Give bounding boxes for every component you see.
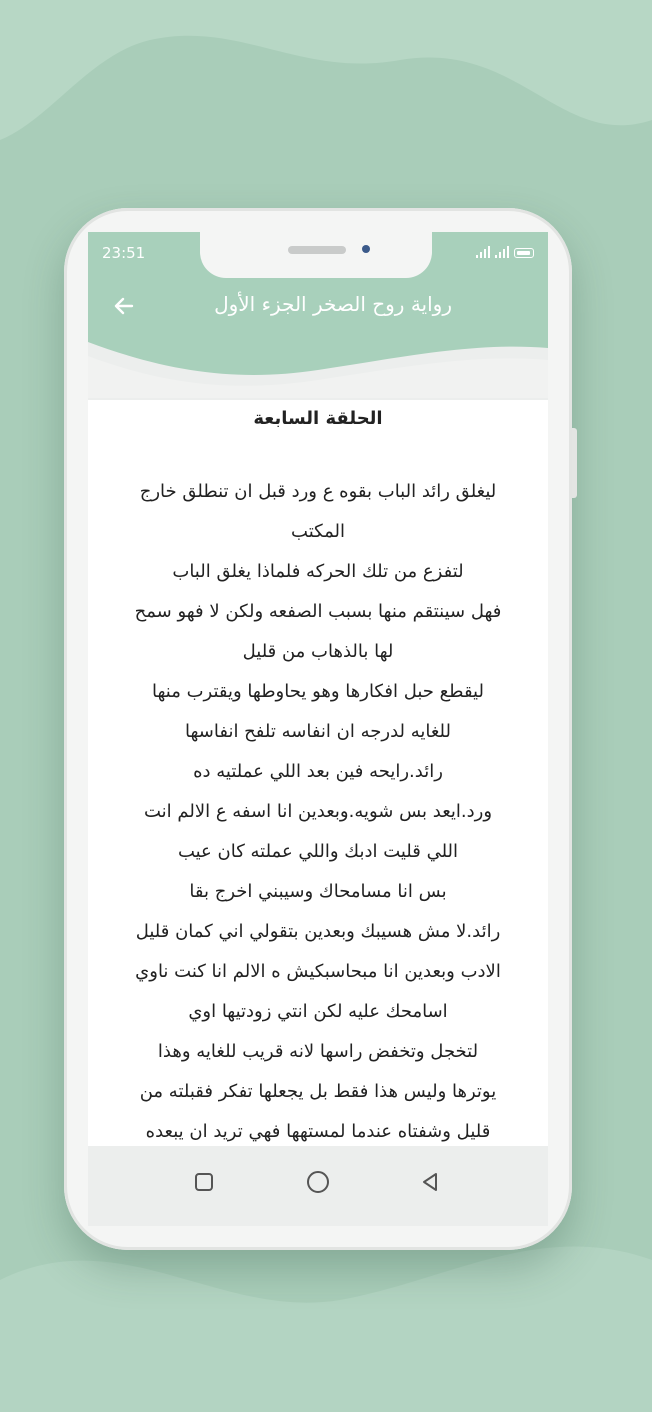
story-text: [94, 472, 542, 1192]
circle-icon: [305, 1169, 331, 1195]
chapter-title: الحلقة السابعة: [253, 408, 383, 429]
story-line: رائد.لا مش هسيبك وبعدين بتقولي اني كمان قليل: [135, 921, 501, 942]
story-line: ليقطع حبل افكارها وهو يحاوطها ويقترب منها: [152, 681, 484, 702]
story-line: لتخجل وتخفض راسها لانه قريب للغايه وهذا: [157, 1041, 479, 1062]
story-line: يوترها وليس هذا فقط بل يجعلها تفكر فقبلته من: [139, 1081, 497, 1102]
story-line: المكتب: [291, 521, 345, 542]
story-line: لتفزع من تلك الحركه فلماذا يغلق الباب: [172, 561, 464, 582]
story-line: رائد.رايحه فين بعد اللي عملتيه ده: [193, 761, 443, 782]
story-line: اسامحك عليه لكن انتي زودتيها اوي: [188, 1001, 448, 1022]
story-line: قليل وشفتاه عندما لمستهها فهي تريد ان يبعده: [145, 1121, 491, 1142]
header-wave: [88, 342, 548, 398]
triangle-back-icon: [418, 1170, 442, 1194]
phone-side-button: [572, 428, 577, 498]
signal-icon: [476, 246, 490, 258]
story-line: للغايه لدرجه ان انفاسه تلفح انفاسها: [185, 721, 451, 742]
phone-frame: [64, 208, 572, 1250]
phone-screen: [88, 232, 548, 1226]
battery-icon: [514, 248, 534, 258]
speaker-grille: [288, 246, 346, 254]
front-camera: [362, 245, 370, 253]
back-button[interactable]: [108, 290, 140, 322]
page-title: رواية روح الصخر الجزء الأول: [214, 292, 452, 316]
system-nav-bar: [88, 1146, 548, 1226]
story-line: بس انا مسامحاك وسيبني اخرج بقا: [189, 881, 447, 902]
story-line: ورد.ايعد بس شويه.وبعدين انا اسفه ع الالم انت: [143, 801, 493, 822]
home-button[interactable]: [302, 1166, 334, 1198]
story-line: لها بالذهاب من قليل: [242, 641, 394, 662]
app-header: [88, 232, 548, 396]
phone-notch: [200, 232, 432, 278]
story-line: فهل سينتقم منها بسبب الصفعه ولكن لا فهو سمح: [134, 601, 502, 622]
story-line: الادب وبعدين انا مبحاسبكيش ه الالم انا كنت ناوي: [135, 961, 501, 982]
arrow-left-icon: [112, 294, 136, 318]
status-icons: [476, 246, 534, 258]
story-line: اللي قليت ادبك واللي عملته كان عيب: [177, 841, 459, 862]
story-content[interactable]: [88, 400, 548, 1146]
nav-back-button[interactable]: [414, 1166, 446, 1198]
square-icon: [193, 1171, 215, 1193]
signal-icon: [495, 246, 509, 258]
status-time: 23:51: [102, 244, 146, 262]
story-line: ليغلق رائد الباب بقوه ع ورد قبل ان تنطلق خارج: [139, 481, 497, 502]
app-screen: [88, 232, 548, 1226]
recents-button[interactable]: [188, 1166, 220, 1198]
